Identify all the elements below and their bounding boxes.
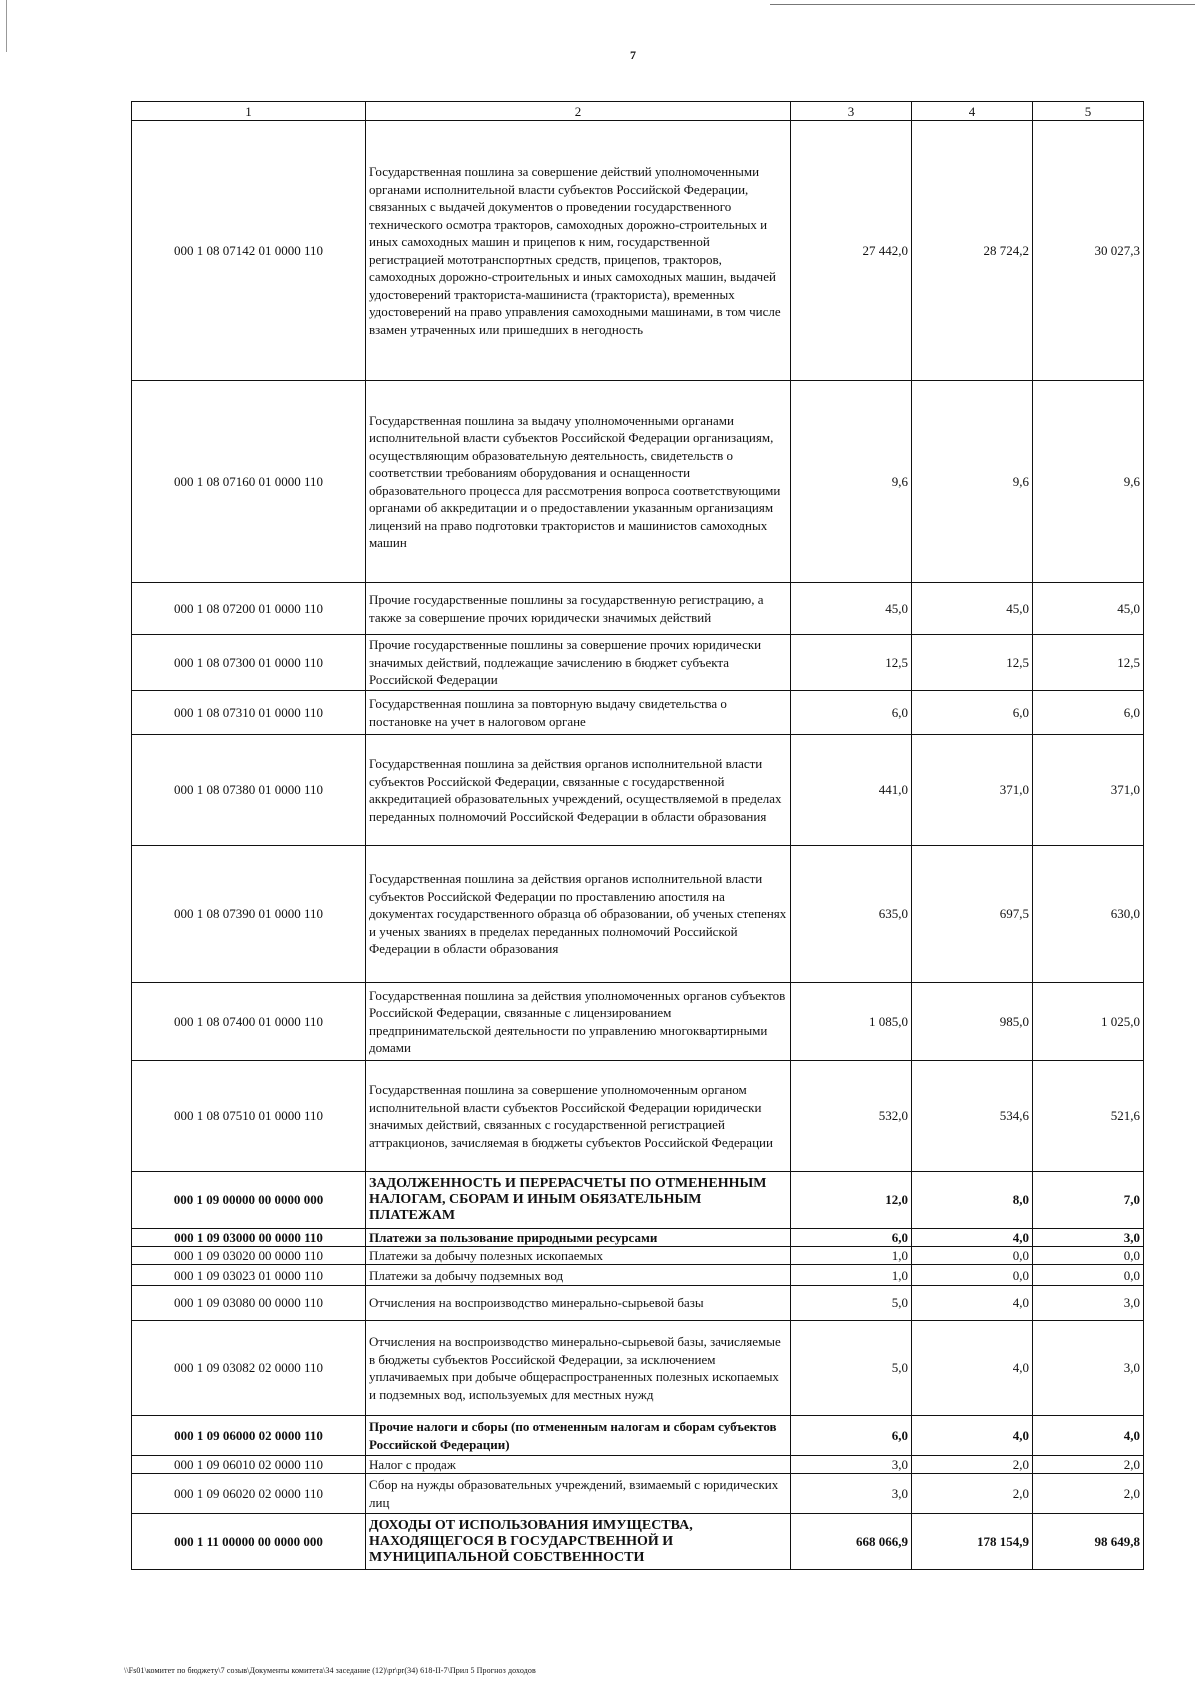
row-value-5: 371,0: [1033, 735, 1144, 846]
row-code: 000 1 09 03000 00 0000 110: [132, 1229, 366, 1247]
row-value-3: 9,6: [791, 381, 912, 583]
row-value-4: 2,0: [912, 1474, 1033, 1514]
table-row: [132, 846, 1144, 983]
row-value-5: 30 027,3: [1033, 121, 1144, 381]
row-value-3: 1 085,0: [791, 983, 912, 1061]
table-row: [132, 1247, 1144, 1265]
row-value-4: 0,0: [912, 1265, 1033, 1286]
row-value-5: 45,0: [1033, 583, 1144, 635]
row-name: Прочие государственные пошлины за совершение прочих юридически значимых действий, подлежащие зачислению в бюджет субъекта Российской Федерации: [366, 635, 791, 691]
row-name: Государственная пошлина за действия уполномоченных органов субъектов Российской Федерации, связанные с лицензированием предпринимательской деятельности по управлению многоквартирными домами: [366, 983, 791, 1061]
table-row: [132, 1229, 1144, 1247]
table-row: [132, 735, 1144, 846]
row-value-3: 3,0: [791, 1456, 912, 1474]
row-name: ДОХОДЫ ОТ ИСПОЛЬЗОВАНИЯ ИМУЩЕСТВА, НАХОДЯЩЕГОСЯ В ГОСУДАРСТВЕННОЙ И МУНИЦИПАЛЬНОЙ СОБСТВЕННОСТИ: [366, 1514, 791, 1570]
left-scan-rule: [6, 0, 7, 52]
table-row: [132, 635, 1144, 691]
row-name: Государственная пошлина за действия органов исполнительной власти субъектов Российской Федерации по проставлению апостиля на документах государственного образца об образовании, об ученых степенях и ученых званиях в пределах переданных полномочий Российской Федерации в области образования: [366, 846, 791, 983]
row-value-4: 178 154,9: [912, 1514, 1033, 1570]
row-value-5: 3,0: [1033, 1286, 1144, 1321]
table-row: [132, 1172, 1144, 1229]
row-value-4: 9,6: [912, 381, 1033, 583]
row-name: Платежи за добычу подземных вод: [366, 1265, 791, 1286]
row-value-3: 668 066,9: [791, 1514, 912, 1570]
row-name: Отчисления на воспроизводство минерально-сырьевой базы, зачисляемые в бюджеты субъектов Российской Федерации, за исключением уплачиваемых при добыче общераспространенных полезных ископаемых и подземных вод, используемых для местных нужд: [366, 1321, 791, 1416]
row-name: Прочие налоги и сборы (по отмененным налогам и сборам субъектов Российской Федерации): [366, 1416, 791, 1456]
row-name: Государственная пошлина за совершение действий уполномоченными органами исполнительной власти субъектов Российской Федерации, связанных с выдачей документов о проведении государственного технического осмотра тракторов, самоходных дорожно-строительных и иных самоходных машин и прицепов к ним, государственной регистрацией мототранспортных средств, прицепов, тракторов, самоходных дорожно-строительных и иных самоходных машин, выдачей удостоверений тракториста-машиниста (тракториста), временных удостоверений на право управления самоходными машинами, в том числе взамен утраченных или пришедших в негодность: [366, 121, 791, 381]
row-name: Государственная пошлина за совершение уполномоченным органом исполнительной власти субъектов Российской Федерации юридически значимых действий, связанных с государственной регистрацией аттракционов, зачисляемая в бюджеты субъектов Российской Федерации: [366, 1061, 791, 1172]
row-name: Отчисления на воспроизводство минерально-сырьевой базы: [366, 1286, 791, 1321]
row-code: 000 1 08 07510 01 0000 110: [132, 1061, 366, 1172]
row-value-4: 8,0: [912, 1172, 1033, 1229]
row-value-5: 3,0: [1033, 1229, 1144, 1247]
row-code: 000 1 09 03082 02 0000 110: [132, 1321, 366, 1416]
row-value-3: 1,0: [791, 1247, 912, 1265]
row-value-4: 12,5: [912, 635, 1033, 691]
row-code: 000 1 09 06020 02 0000 110: [132, 1474, 366, 1514]
row-value-3: 12,5: [791, 635, 912, 691]
row-code: 000 1 08 07310 01 0000 110: [132, 691, 366, 735]
row-value-3: 1,0: [791, 1265, 912, 1286]
row-value-5: 7,0: [1033, 1172, 1144, 1229]
row-code: 000 1 09 03023 01 0000 110: [132, 1265, 366, 1286]
row-value-5: 1 025,0: [1033, 983, 1144, 1061]
row-value-4: 985,0: [912, 983, 1033, 1061]
table-header-row: [132, 102, 1144, 121]
row-value-3: 5,0: [791, 1321, 912, 1416]
table-row: [132, 983, 1144, 1061]
row-value-3: 6,0: [791, 1416, 912, 1456]
row-value-3: 635,0: [791, 846, 912, 983]
row-code: 000 1 09 06010 02 0000 110: [132, 1456, 366, 1474]
row-value-4: 4,0: [912, 1229, 1033, 1247]
row-value-3: 3,0: [791, 1474, 912, 1514]
row-code: 000 1 08 07200 01 0000 110: [132, 583, 366, 635]
row-value-4: 2,0: [912, 1456, 1033, 1474]
table-row: [132, 1514, 1144, 1570]
row-code: 000 1 08 07380 01 0000 110: [132, 735, 366, 846]
row-code: 000 1 09 03020 00 0000 110: [132, 1247, 366, 1265]
header-col-2: 2: [366, 102, 791, 121]
row-name: Платежи за пользование природными ресурсами: [366, 1229, 791, 1247]
table-row: [132, 381, 1144, 583]
row-name: Прочие государственные пошлины за государственную регистрацию, а также за совершение прочих юридически значимых действий: [366, 583, 791, 635]
table-row: [132, 1321, 1144, 1416]
row-value-4: 6,0: [912, 691, 1033, 735]
row-code: 000 1 08 07300 01 0000 110: [132, 635, 366, 691]
row-value-4: 45,0: [912, 583, 1033, 635]
row-name: ЗАДОЛЖЕННОСТЬ И ПЕРЕРАСЧЕТЫ ПО ОТМЕНЕННЫМ НАЛОГАМ, СБОРАМ И ИНЫМ ОБЯЗАТЕЛЬНЫМ ПЛАТЕЖАМ: [366, 1172, 791, 1229]
row-value-5: 521,6: [1033, 1061, 1144, 1172]
table-row: [132, 1286, 1144, 1321]
table-row: [132, 121, 1144, 381]
row-code: 000 1 08 07400 01 0000 110: [132, 983, 366, 1061]
row-value-3: 6,0: [791, 691, 912, 735]
table-row: [132, 1456, 1144, 1474]
row-value-5: 3,0: [1033, 1321, 1144, 1416]
table-row: [132, 691, 1144, 735]
row-value-3: 45,0: [791, 583, 912, 635]
row-code: 000 1 09 00000 00 0000 000: [132, 1172, 366, 1229]
header-col-1: 1: [132, 102, 366, 121]
row-value-4: 697,5: [912, 846, 1033, 983]
row-value-3: 12,0: [791, 1172, 912, 1229]
top-scan-rule: [770, 4, 1195, 5]
row-value-4: 4,0: [912, 1321, 1033, 1416]
row-value-3: 532,0: [791, 1061, 912, 1172]
row-value-5: 2,0: [1033, 1456, 1144, 1474]
footer-file-path: \\Fs01\комитет по бюджету\7 созыв\Документы комитета\34 заседание (12)\pr\pr(34) 618-II-7\Прил 5 Прогноз доходов: [124, 1666, 536, 1675]
row-name: Налог с продаж: [366, 1456, 791, 1474]
row-name: Государственная пошлина за повторную выдачу свидетельства о постановке на учет в налоговом органе: [366, 691, 791, 735]
row-code: 000 1 08 07160 01 0000 110: [132, 381, 366, 583]
row-value-5: 630,0: [1033, 846, 1144, 983]
page-number: 7: [630, 48, 636, 62]
row-value-3: 6,0: [791, 1229, 912, 1247]
row-value-4: 371,0: [912, 735, 1033, 846]
header-col-5: 5: [1033, 102, 1144, 121]
row-value-5: 6,0: [1033, 691, 1144, 735]
row-code: 000 1 09 03080 00 0000 110: [132, 1286, 366, 1321]
row-code: 000 1 08 07142 01 0000 110: [132, 121, 366, 381]
row-value-5: 0,0: [1033, 1247, 1144, 1265]
table-row: [132, 1265, 1144, 1286]
row-value-5: 12,5: [1033, 635, 1144, 691]
row-code: 000 1 08 07390 01 0000 110: [132, 846, 366, 983]
row-value-5: 2,0: [1033, 1474, 1144, 1514]
row-name: Государственная пошлина за действия органов исполнительной власти субъектов Российской Федерации, связанные с государственной аккредитацией образовательных учреждений, осуществляемой в пределах переданных полномочий Российской Федерации в области образования: [366, 735, 791, 846]
row-value-4: 28 724,2: [912, 121, 1033, 381]
header-col-4: 4: [912, 102, 1033, 121]
header-col-3: 3: [791, 102, 912, 121]
row-name: Государственная пошлина за выдачу уполномоченными органами исполнительной власти субъектов Российской Федерации организациям, осуществляющим образовательную деятельность, свидетельств о соответствии требованиям оборудования и оснащенности образовательного процесса для рассмотрения вопроса соответствующими органами об аккредитации и о предоставлении указанным организациям лицензий на право подготовки трактористов и машинистов самоходных машин: [366, 381, 791, 583]
table-row: [132, 1416, 1144, 1456]
row-value-3: 27 442,0: [791, 121, 912, 381]
table-row: [132, 583, 1144, 635]
table-row: [132, 1474, 1144, 1514]
row-value-4: 4,0: [912, 1286, 1033, 1321]
revenue-forecast-table: [131, 101, 1144, 1570]
row-value-4: 534,6: [912, 1061, 1033, 1172]
row-value-5: 9,6: [1033, 381, 1144, 583]
row-name: Платежи за добычу полезных ископаемых: [366, 1247, 791, 1265]
row-value-5: 4,0: [1033, 1416, 1144, 1456]
table-row: [132, 1061, 1144, 1172]
row-value-5: 98 649,8: [1033, 1514, 1144, 1570]
row-value-4: 4,0: [912, 1416, 1033, 1456]
row-value-4: 0,0: [912, 1247, 1033, 1265]
row-value-3: 441,0: [791, 735, 912, 846]
row-name: Сбор на нужды образовательных учреждений, взимаемый с юридических лиц: [366, 1474, 791, 1514]
row-code: 000 1 09 06000 02 0000 110: [132, 1416, 366, 1456]
row-value-3: 5,0: [791, 1286, 912, 1321]
row-code: 000 1 11 00000 00 0000 000: [132, 1514, 366, 1570]
row-value-5: 0,0: [1033, 1265, 1144, 1286]
